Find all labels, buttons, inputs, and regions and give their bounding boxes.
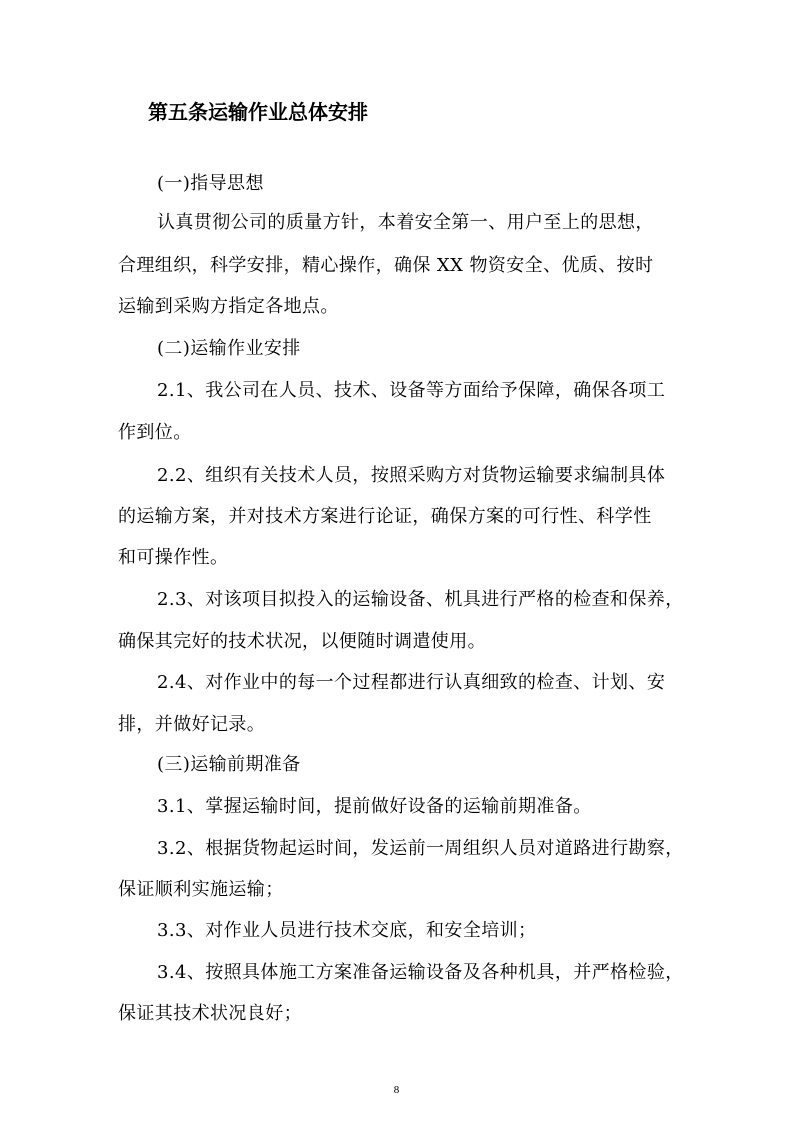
paragraph-line: 3.3、对作业人员进行技术交底，和安全培训；	[157, 920, 537, 941]
paragraph-line: 2.1、我公司在人员、技术、设备等方面给予保障，确保各项工	[157, 380, 666, 401]
paragraph-line: 2.3、对该项目拟投入的运输设备、机具进行严格的检查和保养，	[157, 589, 684, 610]
paragraph-line: 合理组织，科学安排，精心操作，确保 XX 物资安全、优质、按时	[118, 255, 654, 276]
paragraph-line: 2.2、组织有关技术人员，按照采购方对货物运输要求编制具体	[157, 465, 666, 486]
section-heading-preparation: (三)运输前期准备	[157, 754, 301, 775]
paragraph-line: 3.2、根据货物起运时间，发运前一周组织人员对道路进行勘察，	[157, 838, 684, 859]
paragraph-line: 认真贯彻公司的质量方针，本着安全第一、用户至上的思想，	[157, 212, 654, 233]
paragraph-line: 的运输方案，并对技术方案进行论证，确保方案的可行性、科学性	[118, 506, 652, 527]
article-title: 第五条运输作业总体安排	[148, 100, 368, 124]
paragraph-line: 保证其技术状况良好；	[118, 1003, 302, 1024]
page-number: 8	[393, 1084, 400, 1096]
paragraph-line: 运输到采购方指定各地点。	[118, 296, 339, 317]
paragraph-line: 作到位。	[118, 422, 192, 443]
paragraph-line: 和可操作性。	[118, 547, 229, 568]
section-heading-transport-arrangement: (二)运输作业安排	[157, 338, 301, 359]
paragraph-line: 确保其完好的技术状况，以便随时调遣使用。	[118, 631, 486, 652]
paragraph-line: 2.4、对作业中的每一个过程都进行认真细致的检查、计划、安	[157, 672, 666, 693]
paragraph-line: 保证顺利实施运输；	[118, 879, 284, 900]
paragraph-line: 3.1、掌握运输时间，提前做好设备的运输前期准备。	[157, 796, 592, 817]
paragraph-line: 3.4、按照具体施工方案准备运输设备及各种机具，并严格检验，	[157, 962, 684, 983]
section-heading-guiding-principle: (一)指导思想	[157, 173, 264, 194]
paragraph-line: 排，并做好记录。	[118, 714, 266, 735]
